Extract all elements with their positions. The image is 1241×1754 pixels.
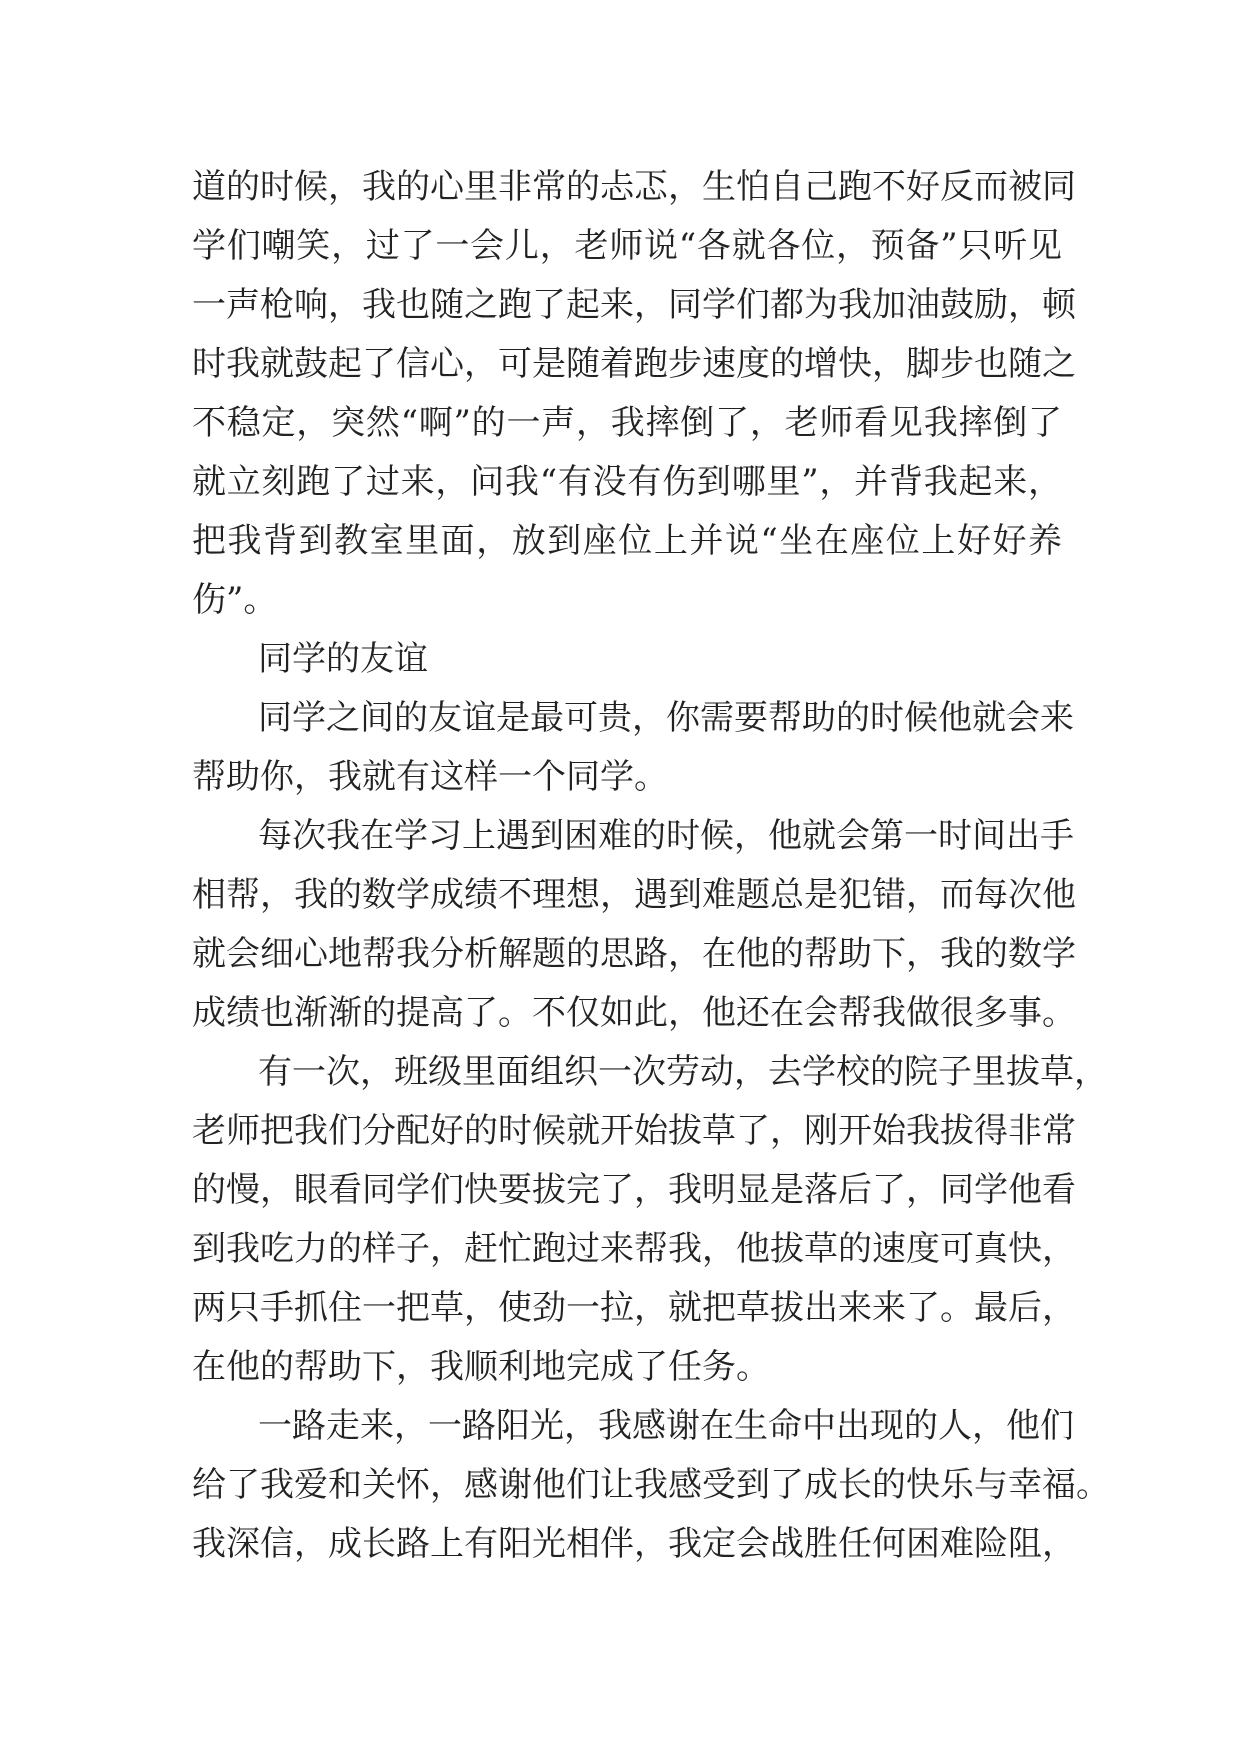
paragraph-line: 有一次，班级里面组织一次劳动，去学校的院子里拔草， [258, 1052, 1108, 1092]
paragraph-line: 就立刻跑了过来，问我“有没有伤到哪里”，并背我起来， [192, 462, 1062, 502]
paragraph-line: 同学之间的友谊是最可贵，你需要帮助的时候他就会来 [258, 698, 1074, 738]
paragraph-line: 成绩也渐渐的提高了。不仅如此，他还在会帮我做很多事。 [192, 993, 1076, 1033]
paragraph-line: 每次我在学习上遇到困难的时候，他就会第一时间出手 [258, 816, 1074, 856]
paragraph-line: 就会细心地帮我分析解题的思路，在他的帮助下，我的数学 [192, 934, 1076, 974]
paragraph-line: 在他的帮助下，我顺利地完成了任务。 [192, 1347, 770, 1387]
paragraph-line: 学们嘲笑，过了一会儿，老师说“各就各位，预备”只听见 [192, 226, 1062, 266]
paragraph-line: 把我背到教室里面，放到座位上并说“坐在座位上好好养 [192, 521, 1062, 561]
paragraph-line: 到我吃力的样子，赶忙跑过来帮我，他拔草的速度可真快， [192, 1229, 1076, 1269]
paragraph-line: 时我就鼓起了信心，可是随着跑步速度的增快，脚步也随之 [192, 344, 1076, 384]
paragraph-line: 不稳定，突然“啊”的一声，我摔倒了，老师看见我摔倒了 [192, 403, 1062, 443]
section-heading: 同学的友谊 [258, 639, 428, 679]
paragraph-line: 道的时候，我的心里非常的忐忑，生怕自己跑不好反而被同 [192, 167, 1076, 207]
paragraph-line: 相帮，我的数学成绩不理想，遇到难题总是犯错，而每次他 [192, 875, 1076, 915]
paragraph-line: 一路走来，一路阳光，我感谢在生命中出现的人，他们 [258, 1406, 1074, 1446]
paragraph-line: 给了我爱和关怀，感谢他们让我感受到了成长的快乐与幸福。 [192, 1465, 1110, 1505]
paragraph-line: 一声枪响，我也随之跑了起来，同学们都为我加油鼓励，顿 [192, 285, 1076, 325]
paragraph-line: 老师把我们分配好的时候就开始拔草了，刚开始我拔得非常 [192, 1111, 1076, 1151]
paragraph-line: 我深信，成长路上有阳光相伴，我定会战胜任何困难险阻， [192, 1524, 1076, 1564]
paragraph-line: 伤”。 [192, 580, 278, 620]
paragraph-line: 两只手抓住一把草，使劲一拉，就把草拔出来来了。最后， [192, 1288, 1076, 1328]
paragraph-line: 帮助你，我就有这样一个同学。 [192, 757, 668, 797]
paragraph-line: 的慢，眼看同学们快要拔完了，我明显是落后了，同学他看 [192, 1170, 1076, 1210]
